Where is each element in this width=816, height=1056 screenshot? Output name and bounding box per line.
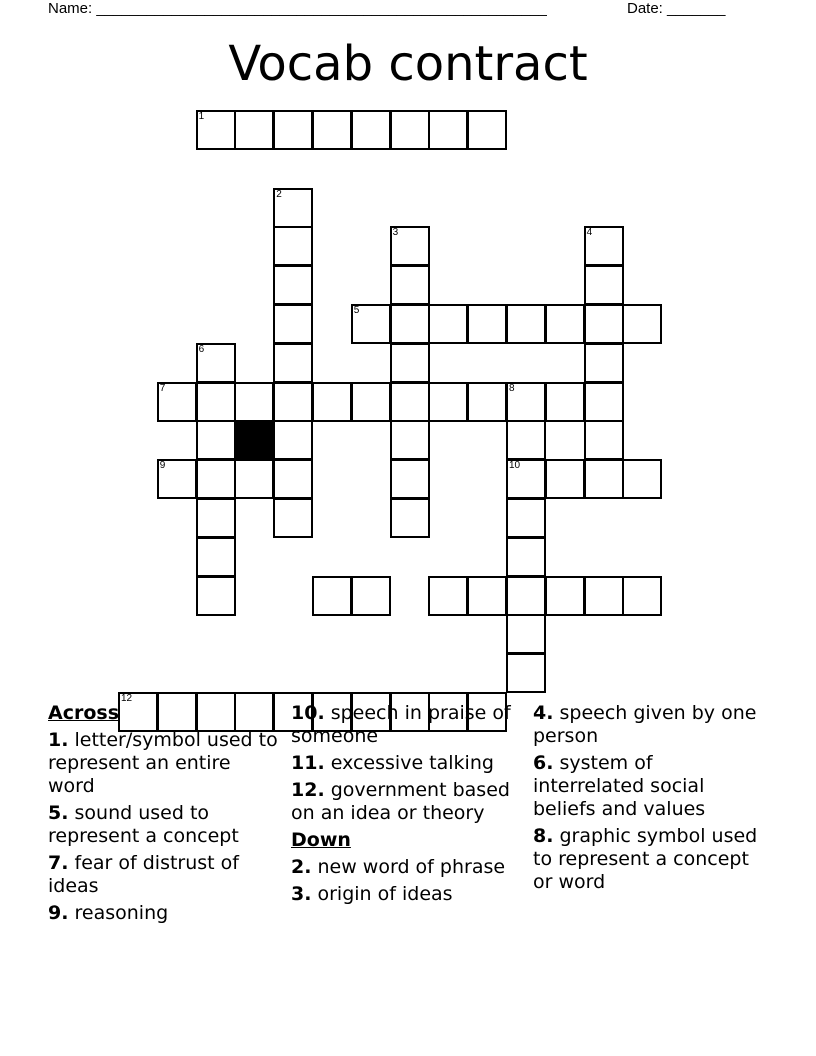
- crossword-cell[interactable]: [622, 576, 662, 616]
- date-field-label: Date: _______: [627, 0, 726, 17]
- across-heading: Across: [48, 702, 120, 724]
- crossword-cell[interactable]: [390, 226, 430, 266]
- clue-item-number: 10.: [291, 702, 325, 724]
- clue-item: [291, 702, 521, 748]
- crossword-cell[interactable]: [351, 576, 391, 616]
- crossword-cell[interactable]: [390, 459, 430, 499]
- clue-number: 3: [392, 227, 399, 239]
- crossword-cell[interactable]: [584, 304, 624, 344]
- clue-item: [291, 779, 521, 825]
- clue-item: [533, 702, 763, 748]
- crossword-cell[interactable]: [390, 498, 430, 538]
- crossword-cell[interactable]: [390, 343, 430, 383]
- down-clue-list-continued: [533, 702, 763, 894]
- crossword-cell[interactable]: [196, 498, 236, 538]
- crossword-cell[interactable]: [273, 459, 313, 499]
- crossword-cell[interactable]: [506, 537, 546, 577]
- crossword-cell[interactable]: [584, 459, 624, 499]
- black-cell: [234, 420, 274, 460]
- clue-number: 2: [276, 188, 282, 200]
- crossword-cell[interactable]: [545, 459, 585, 499]
- crossword-cell[interactable]: [622, 304, 662, 344]
- clue-item-text: graphic symbol used to represent a concept or word: [533, 825, 758, 893]
- crossword-cell[interactable]: [234, 459, 274, 499]
- crossword-cell[interactable]: [273, 498, 313, 538]
- clue-number: 1: [198, 111, 205, 122]
- clue-item-text: speech in praise of someone: [291, 702, 511, 747]
- crossword-cell[interactable]: [196, 459, 236, 499]
- crossword-cell[interactable]: [506, 420, 546, 460]
- crossword-cell[interactable]: [273, 420, 313, 460]
- clue-item: [48, 729, 278, 798]
- crossword-cell[interactable]: [273, 382, 313, 422]
- down-heading: Down: [291, 829, 351, 851]
- clue-item-text: sound used to represent a concept: [48, 802, 239, 847]
- crossword-cell[interactable]: [506, 614, 546, 654]
- crossword-cell[interactable]: [390, 110, 430, 150]
- crossword-cell[interactable]: [428, 304, 468, 344]
- clue-item-number: 2.: [291, 856, 312, 878]
- clue-number: 7: [159, 382, 166, 394]
- crossword-cell[interactable]: [234, 110, 274, 150]
- crossword-cell[interactable]: [467, 110, 507, 150]
- crossword-cell[interactable]: [196, 110, 236, 150]
- crossword-cell[interactable]: [467, 382, 507, 422]
- crossword-cell[interactable]: [351, 304, 391, 344]
- clue-number: 9: [159, 460, 166, 472]
- crossword-cell[interactable]: [196, 420, 236, 460]
- clues-column-2: [291, 702, 521, 910]
- crossword-cell[interactable]: [622, 459, 662, 499]
- crossword-cell[interactable]: [390, 420, 430, 460]
- crossword-cell[interactable]: [506, 382, 546, 422]
- clue-item-text: new word of phrase: [317, 856, 506, 878]
- page-title: Vocab contract: [228, 36, 588, 92]
- crossword-cell[interactable]: [312, 576, 352, 616]
- clue-item-number: 12.: [291, 779, 325, 801]
- crossword-cell[interactable]: [196, 382, 236, 422]
- crossword-cell[interactable]: [273, 226, 313, 266]
- crossword-cell[interactable]: [506, 459, 546, 499]
- across-clue-list-continued: [291, 702, 521, 825]
- crossword-cell[interactable]: [428, 576, 468, 616]
- clue-item-number: 4.: [533, 702, 554, 724]
- clue-item-number: 7.: [48, 852, 69, 874]
- crossword-cell[interactable]: [390, 265, 430, 305]
- crossword-cell[interactable]: [390, 304, 430, 344]
- crossword-cell[interactable]: [545, 576, 585, 616]
- clue-number: 6: [198, 343, 205, 355]
- clue-number: 5: [353, 305, 360, 316]
- clue-number: 12: [121, 693, 133, 704]
- crossword-cell[interactable]: [506, 653, 546, 693]
- clue-item-number: 5.: [48, 802, 69, 824]
- crossword-cell[interactable]: [545, 304, 585, 344]
- crossword-cell[interactable]: [234, 382, 274, 422]
- clue-number: 8: [509, 382, 515, 394]
- clue-item: [533, 752, 763, 821]
- crossword-cell[interactable]: [428, 110, 468, 150]
- crossword-cell[interactable]: [390, 382, 430, 422]
- crossword-cell[interactable]: [584, 343, 624, 383]
- clue-item-text: reasoning: [74, 902, 169, 924]
- crossword-cell[interactable]: [196, 576, 236, 616]
- clue-number: 4: [586, 227, 593, 239]
- crossword-cell[interactable]: [273, 265, 313, 305]
- crossword-cell[interactable]: [351, 110, 391, 150]
- clue-item-number: 1.: [48, 729, 69, 751]
- clue-number: 10: [509, 460, 521, 472]
- crossword-cell[interactable]: [273, 188, 313, 228]
- crossword-cell[interactable]: [506, 304, 546, 344]
- crossword-cell[interactable]: [312, 110, 352, 150]
- crossword-cell[interactable]: [584, 420, 624, 460]
- crossword-cell[interactable]: [467, 304, 507, 344]
- down-clue-list: [291, 856, 521, 906]
- clue-item-number: 3.: [291, 883, 312, 905]
- clue-item-text: fear of distrust of ideas: [48, 852, 239, 897]
- crossword-cell[interactable]: [312, 382, 352, 422]
- clue-item-text: system of interrelated social beliefs and values: [533, 752, 706, 820]
- crossword-cell[interactable]: [467, 576, 507, 616]
- clue-item: [48, 802, 278, 848]
- clues-column-1: [48, 702, 278, 929]
- clue-item: [291, 856, 521, 879]
- clue-item-text: origin of ideas: [317, 883, 453, 905]
- across-clue-list: [48, 729, 278, 925]
- crossword-cell[interactable]: [584, 576, 624, 616]
- clue-item-number: 8.: [533, 825, 554, 847]
- clue-item-text: excessive talking: [330, 752, 494, 774]
- clues-column-3: [533, 702, 763, 898]
- clue-item-number: 9.: [48, 902, 69, 924]
- crossword-cell[interactable]: [157, 459, 197, 499]
- clue-item-text: letter/symbol used to represent an entire word: [48, 729, 278, 797]
- clue-item: [533, 825, 763, 894]
- clue-item-number: 11.: [291, 752, 325, 774]
- crossword-cell[interactable]: [506, 576, 546, 616]
- clue-item: [48, 852, 278, 898]
- crossword-cell[interactable]: [273, 343, 313, 383]
- crossword-cell[interactable]: [351, 382, 391, 422]
- name-field-label: Name: ______________________________________________________: [48, 0, 547, 17]
- clue-item: [291, 752, 521, 775]
- crossword-cell[interactable]: [584, 265, 624, 305]
- clue-item-text: government based on an idea or theory: [291, 779, 510, 824]
- crossword-cell[interactable]: [157, 382, 197, 422]
- crossword-cell[interactable]: [428, 382, 468, 422]
- crossword-cell[interactable]: [196, 537, 236, 577]
- crossword-cell[interactable]: [273, 304, 313, 344]
- clue-item-text: speech given by one person: [533, 702, 757, 747]
- crossword-cell[interactable]: [196, 343, 236, 383]
- clue-item: [48, 902, 278, 925]
- clue-item-number: 6.: [533, 752, 554, 774]
- crossword-cell[interactable]: [584, 226, 624, 266]
- crossword-cell[interactable]: [584, 382, 624, 422]
- clue-item: [291, 883, 521, 906]
- crossword-cell[interactable]: [545, 382, 585, 422]
- crossword-cell[interactable]: [506, 498, 546, 538]
- crossword-cell[interactable]: [273, 110, 313, 150]
